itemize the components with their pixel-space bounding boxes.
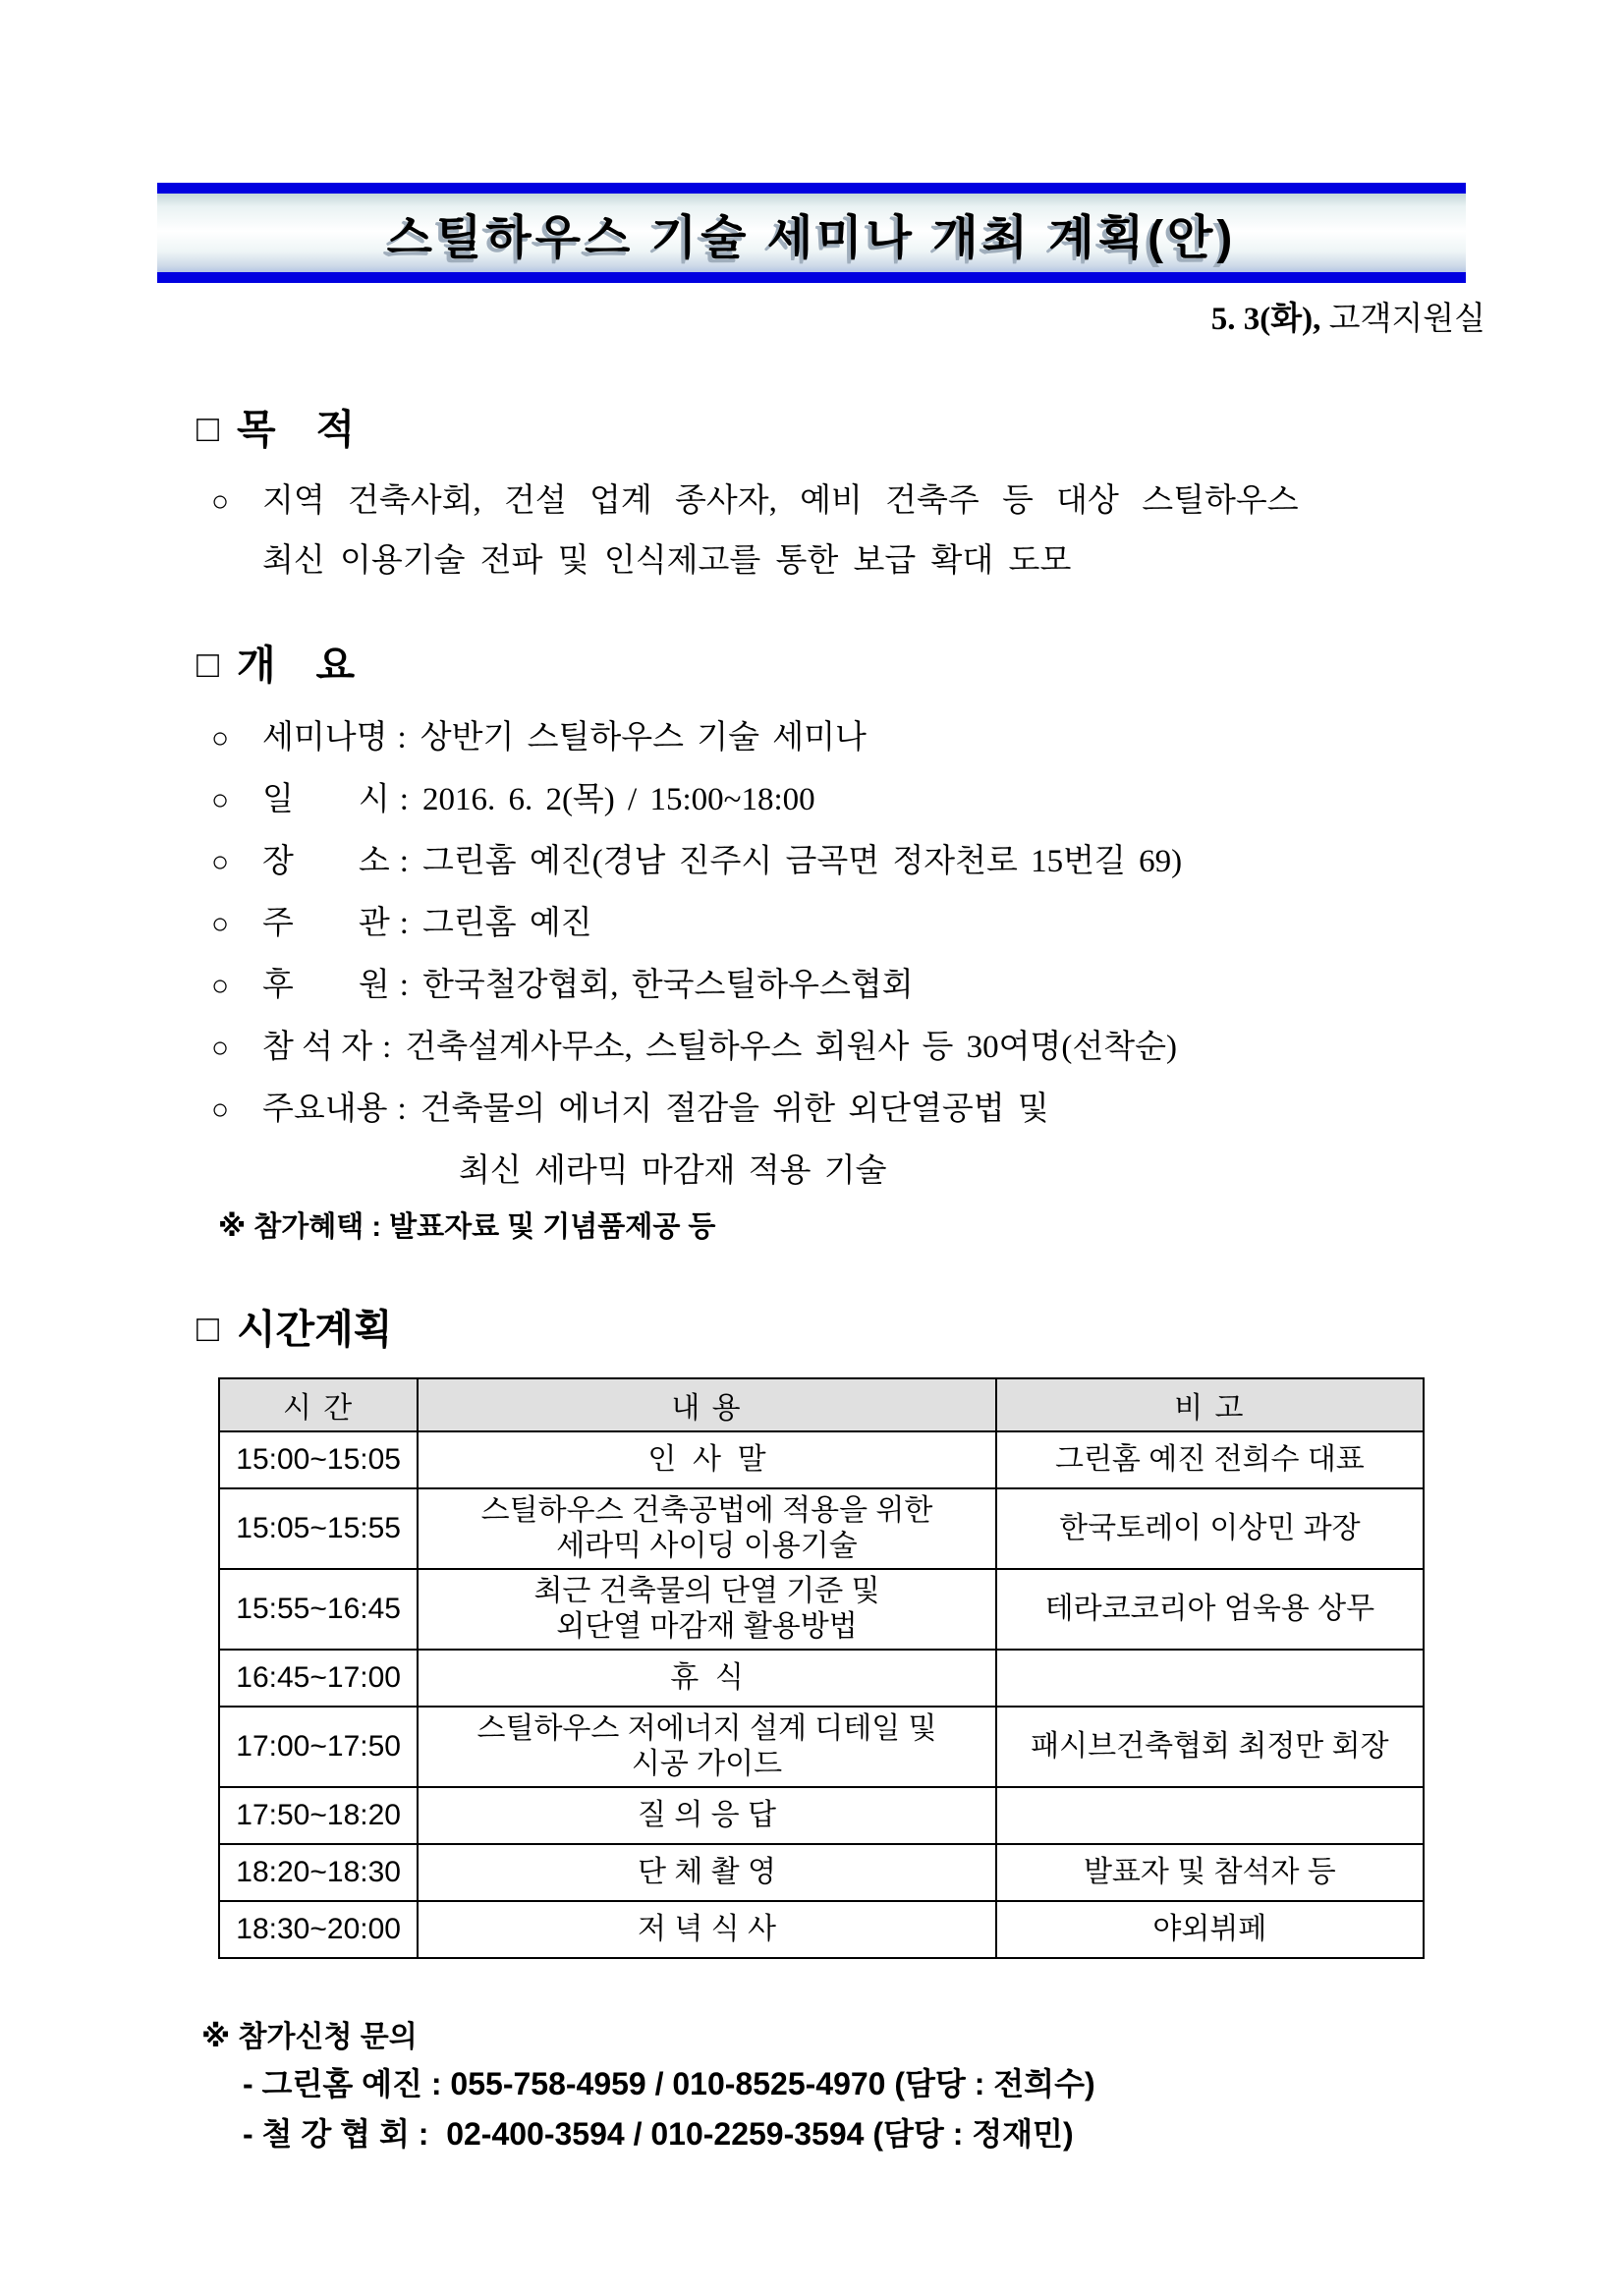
- schedule-cell-time: 17:50~18:20: [219, 1787, 418, 1844]
- overview-item-value: 그린홈 예진: [421, 906, 592, 941]
- schedule-table: [218, 1377, 1425, 1959]
- overview-heading-label: 개 요: [236, 643, 356, 688]
- schedule-cell-note: 테라코코리아 엄욱용 상무: [996, 1569, 1424, 1650]
- schedule-heading-label: 시간계획: [236, 1307, 393, 1352]
- schedule-cell-content: [418, 1569, 995, 1650]
- date-department-line: [0, 299, 1624, 340]
- circle-bullet-icon: ○: [211, 722, 230, 755]
- schedule-row: [219, 1650, 1424, 1707]
- schedule-row: [219, 1707, 1424, 1787]
- schedule-row: [219, 1569, 1424, 1650]
- overview-item: [211, 893, 1565, 955]
- overview-item-colon: :: [399, 968, 409, 1003]
- purpose-heading: [196, 405, 1624, 454]
- overview-item-label: 장 소: [262, 844, 390, 879]
- schedule-table-head: [219, 1378, 1424, 1431]
- banner-bottom-rule: [157, 272, 1466, 283]
- purpose-line-1: 지역 건축사회, 건설 업계 종사자, 예비 건축주 등 대상 스틸하우스: [262, 483, 1299, 519]
- schedule-cell-content: [418, 1901, 995, 1958]
- purpose-item: [211, 472, 1536, 591]
- benefit-note: ※ 참가혜택 : 발표자료 및 기념품제공 등: [218, 1211, 716, 1243]
- overview-item-colon: :: [399, 906, 409, 941]
- department-text: 고객지원실: [1328, 302, 1485, 337]
- square-bullet-icon: □: [196, 409, 219, 450]
- footer-inquiry: [201, 2016, 1624, 2159]
- schedule-row: [219, 1488, 1424, 1569]
- overview-item: [211, 769, 1565, 831]
- schedule-header-row: [219, 1378, 1424, 1431]
- overview-item-label: 참 석 자: [262, 1030, 373, 1065]
- overview-item-value: 건축물의 에너지 절감을 위한 외단열공법 및: [420, 1092, 1049, 1127]
- contact-line: - 철 강 협 회 : 02-400-3594 / 010-2259-3594 (담당 : 정재민): [243, 2116, 1074, 2152]
- schedule-cell-note: 야외뷔페: [996, 1901, 1424, 1958]
- circle-bullet-icon: ○: [211, 1032, 230, 1064]
- overview-item-value: 2016. 6. 2(목) / 15:00~18:00: [421, 782, 815, 817]
- schedule-row: [219, 1431, 1424, 1488]
- schedule-row: [219, 1787, 1424, 1844]
- inquiry-title: ※ 참가신청 문의: [201, 2021, 418, 2053]
- schedule-content-line: 세라믹 사이딩 이용기술: [556, 1530, 858, 1562]
- schedule-cell-content: [418, 1787, 995, 1844]
- schedule-cell-content: [418, 1707, 995, 1787]
- schedule-cell-note: 발표자 및 참석자 등: [996, 1844, 1424, 1901]
- purpose-text: [262, 472, 1536, 591]
- schedule-content-line: 저 녁 식 사: [638, 1913, 776, 1945]
- schedule-cell-note: 한국토레이 이상민 과장: [996, 1488, 1424, 1569]
- schedule-content-line: 최근 건축물의 단열 기준 및: [533, 1575, 880, 1607]
- schedule-cell-time: 18:30~20:00: [219, 1901, 418, 1958]
- circle-bullet-icon: ○: [211, 908, 230, 940]
- schedule-content-line: 질 의 응 답: [638, 1799, 776, 1831]
- schedule-content-line: 인 사 말: [647, 1443, 766, 1476]
- schedule-cell-time: 16:45~17:00: [219, 1650, 418, 1707]
- schedule-table-body: [219, 1431, 1424, 1958]
- col-header-note: 비 고: [996, 1378, 1424, 1431]
- overview-item: [211, 1017, 1565, 1079]
- schedule-cell-note: 패시브건축협회 최정만 회장: [996, 1707, 1424, 1787]
- schedule-content-line: 시공 가이드: [631, 1748, 783, 1780]
- overview-item: [211, 955, 1565, 1017]
- schedule-cell-note: [996, 1787, 1424, 1844]
- overview-item-label: 후 원: [262, 968, 390, 1003]
- circle-bullet-icon: ○: [211, 485, 230, 518]
- overview-item-colon: :: [382, 1030, 392, 1065]
- purpose-line-2: 최신 이용기술 전파 및 인식제고를 통한 보급 확대 도모: [262, 543, 1072, 579]
- contact-line: - 그린홈 예진 : 055-758-4959 / 010-8525-4970 (담당 : 전희수): [243, 2066, 1095, 2101]
- schedule-cell-content: [418, 1431, 995, 1488]
- schedule-cell-time: 18:20~18:30: [219, 1844, 418, 1901]
- overview-item: [211, 1079, 1565, 1141]
- schedule-content-line: 외단열 마감재 활용방법: [556, 1610, 858, 1643]
- overview-item-colon: :: [399, 844, 409, 879]
- overview-item-value: 상반기 스틸하우스 기술 세미나: [420, 720, 867, 756]
- schedule-cell-content: [418, 1844, 995, 1901]
- col-header-time: 시 간: [219, 1378, 418, 1431]
- banner-body: [157, 194, 1466, 272]
- schedule-content-line: 스틸하우스 저에너지 설계 디테일 및: [476, 1712, 937, 1745]
- schedule-cell-note: [996, 1650, 1424, 1707]
- overview-item-colon: :: [399, 782, 409, 817]
- circle-bullet-icon: ○: [211, 784, 230, 816]
- overview-item: [211, 831, 1565, 893]
- schedule-cell-note: 그린홈 예진 전희수 대표: [996, 1431, 1424, 1488]
- overview-item-value: 한국철강협회, 한국스틸하우스협회: [421, 968, 914, 1003]
- schedule-content-line: 휴 식: [670, 1661, 744, 1694]
- square-bullet-icon: □: [196, 644, 219, 686]
- title-banner: [157, 183, 1466, 283]
- overview-item-value-continued: 최신 세라믹 마감재 적용 기술: [459, 1153, 887, 1189]
- overview-item-value: 건축설계사무소, 스틸하우스 회원사 등 30여명(선착순): [405, 1030, 1177, 1065]
- schedule-cell-time: 17:00~17:50: [219, 1707, 418, 1787]
- overview-item-value: 그린홈 예진(경남 진주시 금곡면 정자천로 15번길 69): [421, 844, 1183, 879]
- schedule-cell-time: 15:00~15:05: [219, 1431, 418, 1488]
- circle-bullet-icon: ○: [211, 1093, 230, 1126]
- schedule-row: [219, 1844, 1424, 1901]
- schedule-cell-time: 15:55~16:45: [219, 1569, 418, 1650]
- overview-list: [211, 707, 1565, 1203]
- schedule-heading: [196, 1305, 1624, 1354]
- overview-heading: [196, 641, 1624, 690]
- schedule-cell-content: [418, 1650, 995, 1707]
- overview-item-colon: :: [397, 720, 407, 756]
- col-header-content: 내 용: [418, 1378, 995, 1431]
- banner-top-rule: [157, 183, 1466, 194]
- schedule-row: [219, 1901, 1424, 1958]
- circle-bullet-icon: ○: [211, 970, 230, 1002]
- schedule-cell-content: [418, 1488, 995, 1569]
- overview-item-colon: :: [397, 1092, 407, 1127]
- overview-item: [211, 707, 1565, 769]
- circle-bullet-icon: ○: [211, 846, 230, 878]
- purpose-heading-label: 목 적: [236, 407, 356, 452]
- schedule-cell-time: 15:05~15:55: [219, 1488, 418, 1569]
- date-text: 5. 3(화),: [1210, 302, 1321, 337]
- overview-item-label: 세미나명: [262, 720, 388, 756]
- page-title: 스틸하우스 기술 세미나 개최 계획(안): [386, 211, 1237, 264]
- overview-item-label: 일 시: [262, 782, 390, 817]
- overview-item-label: 주 관: [262, 906, 390, 941]
- schedule-content-line: 단 체 촬 영: [638, 1856, 776, 1888]
- square-bullet-icon: □: [196, 1309, 219, 1350]
- overview-item-label: 주요내용: [262, 1092, 388, 1127]
- contact-list: [201, 2059, 1624, 2159]
- schedule-content-line: 스틸하우스 건축공법에 적용을 위한: [480, 1494, 933, 1527]
